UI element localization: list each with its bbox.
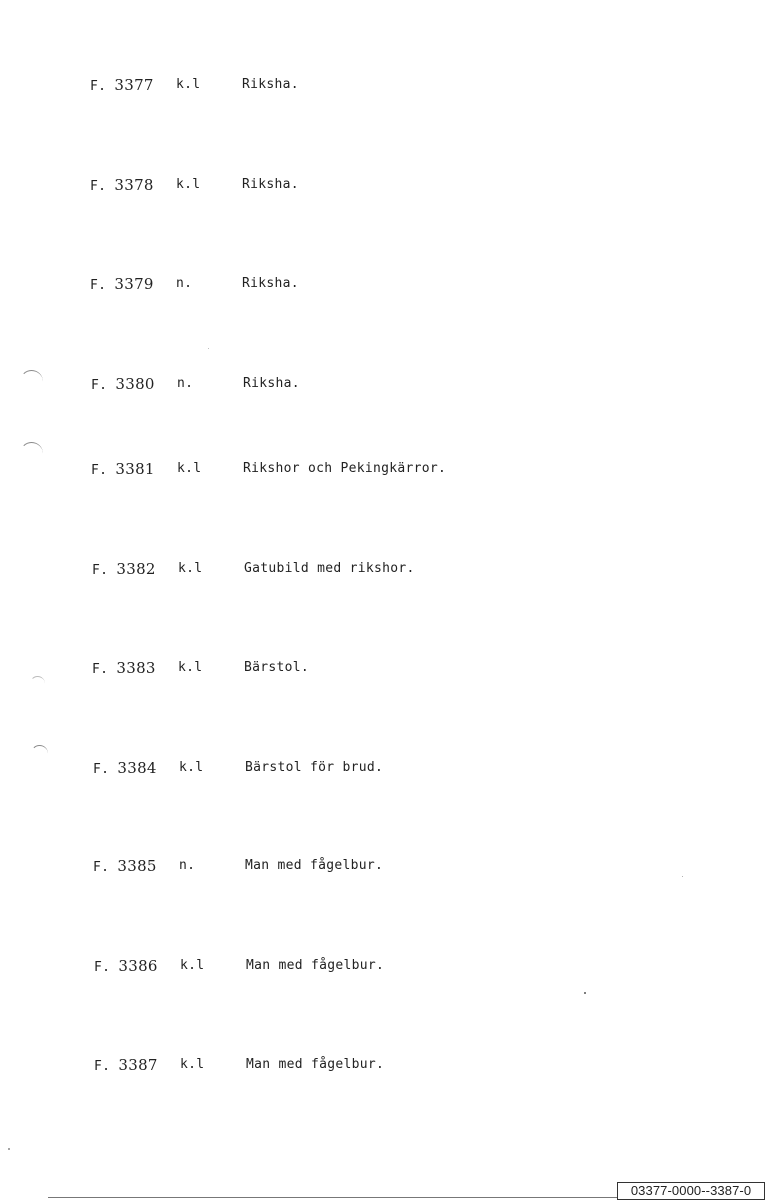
entry-description: Riksha. [242,276,299,291]
entry-description: Riksha. [243,376,300,391]
entry-type: k.l [178,561,203,576]
entry-type: n. [177,376,194,391]
entry-prefix: F. [90,179,107,194]
speck [584,992,586,994]
entry-description: Man med fågelbur. [246,1057,385,1072]
entry-number: 3378 [114,176,154,194]
entry-description: Bärstol. [244,660,310,675]
entry-number: 3377 [114,76,154,94]
entry-prefix: F. [93,860,110,875]
entry-number: 3387 [118,1056,158,1074]
entry-description: Gatubild med rikshor. [244,561,415,576]
entry-description: Riksha. [242,77,299,92]
entry-description: Rikshor och Pekingkärror. [243,461,447,476]
entry-type: k.l [176,77,201,92]
entry-type: k.l [177,461,202,476]
entry-type: k.l [179,760,204,775]
entry-type: n. [179,858,196,873]
entry-number: 3385 [117,857,157,875]
entry-type: k.l [180,958,205,973]
entry-type: k.l [176,177,201,192]
entry-description: Bärstol för brud. [245,760,384,775]
entry-prefix: F. [93,762,110,777]
entry-prefix: F. [91,378,108,393]
margin-mark [30,676,45,691]
entry-type: k.l [180,1057,205,1072]
entry-description: Riksha. [242,177,299,192]
entry-prefix: F. [90,278,107,293]
entry-prefix: F. [91,463,108,478]
entry-prefix: F. [94,960,111,975]
entry-type: k.l [178,660,203,675]
margin-mark [20,442,43,457]
entry-prefix: F. [90,79,107,94]
speck [8,1148,10,1150]
entry-number: 3383 [116,659,156,677]
entry-description: Man med fågelbur. [245,858,384,873]
margin-mark [31,745,48,760]
entry-number: 3380 [115,375,155,393]
entry-type: n. [176,276,193,291]
entry-prefix: F. [92,662,109,677]
entry-prefix: F. [94,1059,111,1074]
entry-description: Man med fågelbur. [246,958,385,973]
speck [682,876,683,877]
entry-number: 3382 [116,560,156,578]
entry-number: 3386 [118,957,158,975]
archive-stamp: 03377-0000--3387-0 [617,1182,765,1200]
margin-mark [20,370,43,385]
entry-prefix: F. [92,563,109,578]
entry-number: 3379 [114,275,154,293]
speck [208,348,209,349]
entry-number: 3381 [115,460,155,478]
bottom-rule [48,1197,618,1198]
entry-number: 3384 [117,759,157,777]
